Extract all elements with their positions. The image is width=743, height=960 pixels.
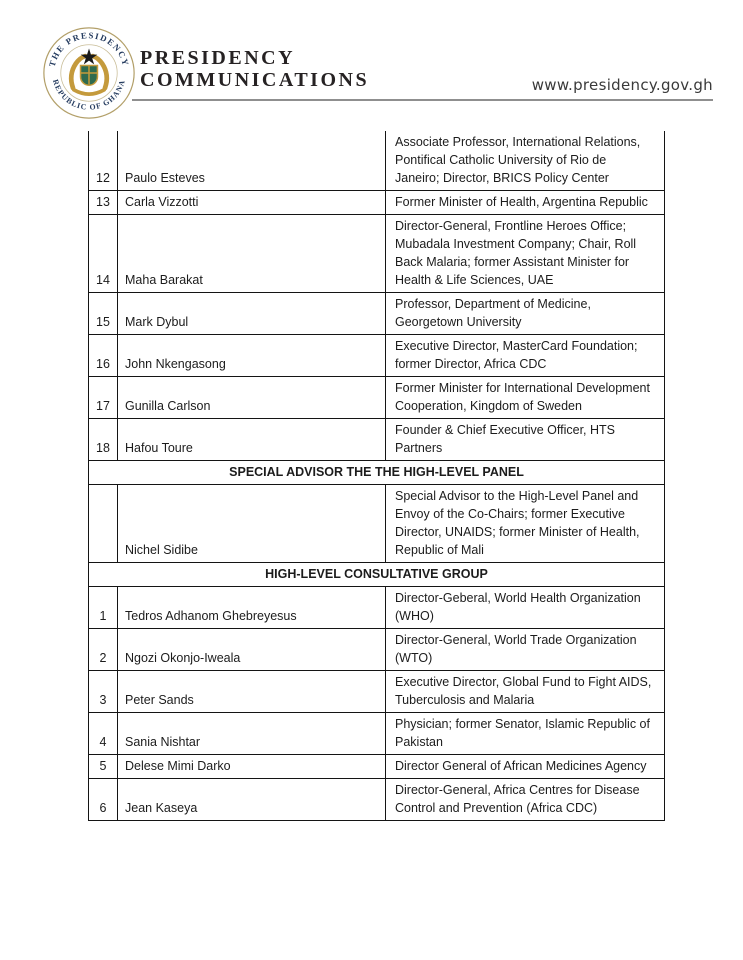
table-row bbox=[89, 131, 665, 191]
table-row bbox=[89, 713, 665, 755]
name-cell: John Nkengasong bbox=[118, 335, 386, 377]
row-number-cell: 5 bbox=[89, 755, 118, 779]
name-cell: Nichel Sidibe bbox=[118, 485, 386, 563]
letterhead-brand bbox=[140, 47, 369, 91]
role-cell: Executive Director, MasterCard Foundation; former Director, Africa CDC bbox=[386, 335, 665, 377]
table-row bbox=[89, 629, 665, 671]
section-header-row bbox=[89, 563, 665, 587]
name-cell: Peter Sands bbox=[118, 671, 386, 713]
role-cell: Founder & Chief Executive Officer, HTS Partners bbox=[386, 419, 665, 461]
row-number-cell: 16 bbox=[89, 335, 118, 377]
table-row bbox=[89, 335, 665, 377]
brand-line2: COMMUNICATIONS bbox=[140, 69, 370, 91]
role-cell: Former Minister for International Development Cooperation, Kingdom of Sweden bbox=[386, 377, 665, 419]
name-cell: Ngozi Okonjo-Iweala bbox=[118, 629, 386, 671]
row-number-cell: 14 bbox=[89, 215, 118, 293]
row-number-cell: 17 bbox=[89, 377, 118, 419]
name-cell: Paulo Esteves bbox=[118, 131, 386, 191]
role-cell: Professor, Department of Medicine, Georgetown University bbox=[386, 293, 665, 335]
role-cell: Associate Professor, International Relations, Pontifical Catholic University of Rio de Janeiro; Director, BRICS Policy Center bbox=[386, 131, 665, 191]
section-header-row bbox=[89, 461, 665, 485]
role-cell: Director-General, World Trade Organization (WTO) bbox=[386, 629, 665, 671]
role-cell: Director-Geberal, World Health Organization (WHO) bbox=[386, 587, 665, 629]
role-cell: Executive Director, Global Fund to Fight AIDS, Tuberculosis and Malaria bbox=[386, 671, 665, 713]
row-number-cell: 13 bbox=[89, 191, 118, 215]
row-number-cell: 3 bbox=[89, 671, 118, 713]
section-header-cell: HIGH-LEVEL CONSULTATIVE GROUP bbox=[89, 563, 665, 587]
name-cell: Tedros Adhanom Ghebreyesus bbox=[118, 587, 386, 629]
table-row bbox=[89, 779, 665, 821]
table-row bbox=[89, 377, 665, 419]
row-number-cell bbox=[89, 485, 118, 563]
name-cell: Sania Nishtar bbox=[118, 713, 386, 755]
panel-members-table bbox=[88, 131, 665, 821]
name-cell: Delese Mimi Darko bbox=[118, 755, 386, 779]
name-cell: Jean Kaseya bbox=[118, 779, 386, 821]
name-cell: Hafou Toure bbox=[118, 419, 386, 461]
table-row bbox=[89, 755, 665, 779]
table-row bbox=[89, 587, 665, 629]
row-number-cell: 1 bbox=[89, 587, 118, 629]
role-cell: Former Minister of Health, Argentina Republic bbox=[386, 191, 665, 215]
table-row bbox=[89, 293, 665, 335]
seal-top-text: THE PRESIDENCY bbox=[46, 30, 132, 68]
name-cell: Carla Vizzotti bbox=[118, 191, 386, 215]
role-cell: Director-General, Africa Centres for Disease Control and Prevention (Africa CDC) bbox=[386, 779, 665, 821]
name-cell: Maha Barakat bbox=[118, 215, 386, 293]
row-number-cell: 12 bbox=[89, 131, 118, 191]
role-cell: Special Advisor to the High-Level Panel and Envoy of the Co-Chairs; former Executive Director, UNAIDS; former Minister of Health, Republic of Mali bbox=[386, 485, 665, 563]
header-divider bbox=[132, 99, 713, 101]
name-cell: Mark Dybul bbox=[118, 293, 386, 335]
name-cell: Gunilla Carlson bbox=[118, 377, 386, 419]
table-row bbox=[89, 191, 665, 215]
ghana-presidency-seal-icon bbox=[42, 26, 136, 120]
table-row bbox=[89, 419, 665, 461]
row-number-cell: 15 bbox=[89, 293, 118, 335]
row-number-cell: 4 bbox=[89, 713, 118, 755]
section-header-cell: SPECIAL ADVISOR THE THE HIGH-LEVEL PANEL bbox=[89, 461, 665, 485]
table-row bbox=[89, 215, 665, 293]
table-body bbox=[89, 131, 665, 821]
website-url: www.presidency.gov.gh bbox=[531, 76, 713, 94]
table-row bbox=[89, 485, 665, 563]
role-cell: Physician; former Senator, Islamic Republic of Pakistan bbox=[386, 713, 665, 755]
table-row bbox=[89, 671, 665, 713]
seal-bottom-text: REPUBLIC OF GHANA bbox=[51, 78, 127, 112]
brand-line1: PRESIDENCY bbox=[140, 47, 296, 69]
row-number-cell: 2 bbox=[89, 629, 118, 671]
role-cell: Director General of African Medicines Agency bbox=[386, 755, 665, 779]
role-cell: Director-General, Frontline Heroes Office; Mubadala Investment Company; Chair, Roll Back Malaria; former Assistant Minister for Health & Life Sciences, UAE bbox=[386, 215, 665, 293]
row-number-cell: 18 bbox=[89, 419, 118, 461]
row-number-cell: 6 bbox=[89, 779, 118, 821]
